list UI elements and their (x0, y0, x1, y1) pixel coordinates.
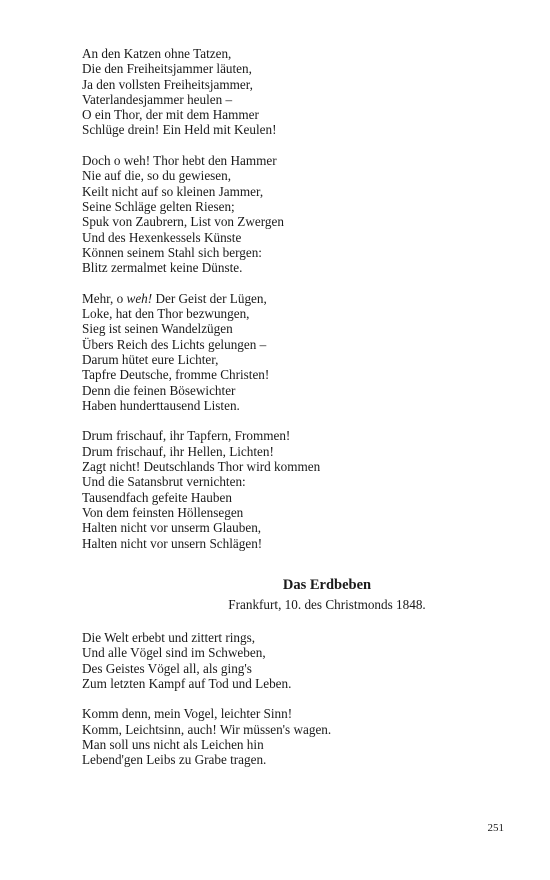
verse-line: Zum letzten Kampf auf Tod und Leben. (82, 675, 292, 691)
verse-line: Loke, hat den Thor bezwungen, (82, 306, 250, 322)
verse-line: Können seinem Stahl sich bergen: (82, 244, 262, 260)
verse-line-end: Der Geist der Lügen, (152, 290, 267, 306)
verse-line: Spuk von Zaubrern, List von Zwergen (82, 214, 284, 230)
verse-line: Doch o weh! Thor hebt den Hammer (82, 153, 277, 169)
verse-line: Des Geistes Vögel all, als ging's (82, 660, 252, 676)
poem-subtitle: Frankfurt, 10. des Christmonds 1848. (228, 597, 426, 612)
verse-line: Und des Hexenkessels Künste (82, 229, 242, 245)
verse-line: Zagt nicht! Deutschlands Thor wird kommen (82, 459, 321, 475)
verse-line: Haben hunderttausend Listen. (82, 397, 240, 413)
verse-line: Sieg ist seinen Wandelzügen (82, 321, 233, 337)
verse-line: Ja den vollsten Freiheitsjammer, (82, 76, 253, 92)
verse-line: Vaterlandesjammer heulen – (82, 91, 233, 107)
verse-line: Tapfre Deutsche, fromme Christen! (82, 367, 270, 383)
italic-word: weh! (126, 290, 153, 306)
verse-line: Drum frischauf, ihr Hellen, Lichten! (82, 443, 274, 459)
verse-line: Drum frischauf, ihr Tapfern, Frommen! (82, 428, 291, 444)
verse-line: Die Welt erbebt und zittert rings, (82, 630, 256, 645)
stanza-2 (82, 153, 502, 275)
verse-line: Schlüge drein! Ein Held mit Keulen! (82, 122, 277, 138)
verse-line (82, 291, 502, 306)
stanza-1 (82, 46, 502, 138)
page-number: 251 (487, 822, 504, 834)
stanza-4 (82, 428, 502, 550)
verse-line: Tausendfach gefeite Hauben (82, 489, 232, 505)
verse-line: Seine Schläge gelten Riesen; (82, 198, 235, 214)
verse-line: Halten nicht vor unsern Schlägen! (82, 535, 263, 551)
stanza-1 (82, 630, 502, 691)
verse-line: Darum hütet eure Lichter, (82, 351, 219, 367)
verse-line: Denn die feinen Bösewichter (82, 382, 236, 398)
stanza-3 (82, 291, 502, 413)
poem-title: Das Erdbeben (282, 577, 372, 593)
verse-line: Halten nicht vor unserm Glauben, (82, 520, 262, 536)
verse-line: Übers Reich des Lichts gelungen – (82, 336, 267, 352)
verse-line: Keilt nicht auf so kleinen Jammer, (82, 183, 264, 199)
verse-line: Komm, Leichtsinn, auch! Wir müssen's wagen. (82, 721, 332, 737)
verse-line: Lebend'gen Leibs zu Grabe tragen. (82, 752, 267, 768)
verse-line-start: Mehr, o (82, 290, 127, 306)
verse-line: O ein Thor, der mit dem Hammer (82, 107, 259, 123)
stanza-2 (82, 706, 502, 767)
verse-line: Und die Satansbrut vernichten: (82, 474, 246, 490)
verse-line: An den Katzen ohne Tatzen, (82, 46, 232, 61)
verse-line: Und alle Vögel sind im Schweben, (82, 645, 266, 661)
poem-continuation (82, 46, 502, 566)
verse-line: Blitz zermalmet keine Dünste. (82, 260, 243, 276)
verse-line: Nie auf die, so du gewiesen, (82, 168, 232, 184)
verse-line: Man soll uns nicht als Leichen hin (82, 737, 264, 753)
verse-line: Die den Freiheitsjammer läuten, (82, 61, 252, 77)
poem-erdbeben (82, 630, 502, 783)
verse-line: Komm denn, mein Vogel, leichter Sinn! (82, 706, 293, 722)
verse-line: Von dem feinsten Höllensegen (82, 504, 244, 520)
